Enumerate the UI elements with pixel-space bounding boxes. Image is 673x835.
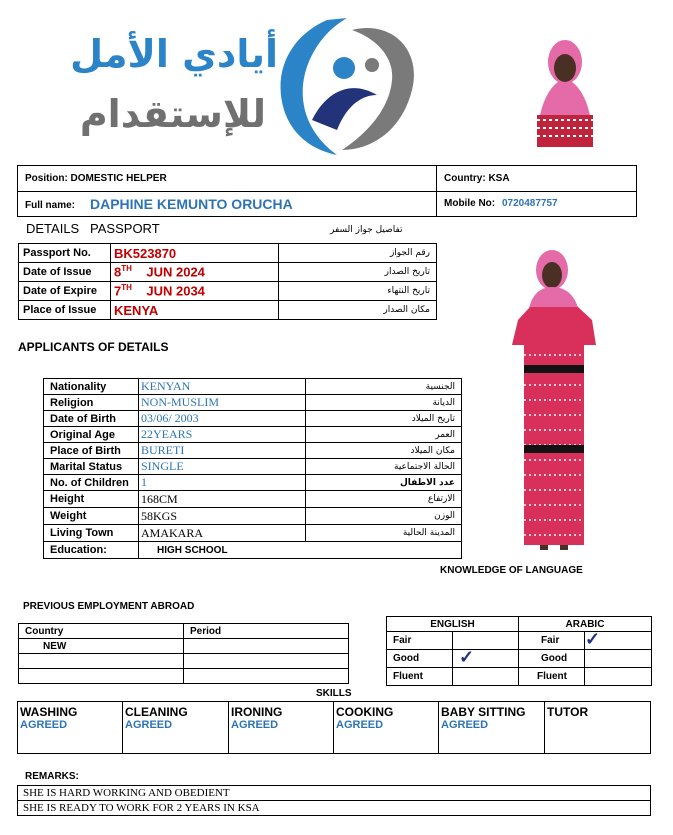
english-level-fair: Fair — [387, 632, 453, 650]
children-ar: عدد الاطفال — [306, 475, 462, 491]
full-name-value: DAPHINE KEMUNTO ORUCHA — [90, 196, 293, 212]
dob-label: Date of Birth — [44, 411, 139, 427]
employment-table — [18, 623, 349, 684]
checkmark-icon: ✓ — [585, 629, 601, 649]
skill-name: COOKING — [336, 705, 394, 719]
hands-emblem-icon — [272, 10, 432, 160]
issue-date-label: Date of Issue — [19, 263, 111, 282]
arabic-header: ARABIC — [519, 617, 652, 632]
dob-value: 03/06/ 2003 — [139, 411, 306, 427]
skills-table — [17, 701, 651, 754]
passport-no-ar: رقم الجواز — [279, 244, 437, 263]
living-town-label: Living Town — [44, 525, 139, 542]
skill-status: AGREED — [125, 719, 173, 731]
passport-table — [18, 243, 437, 320]
employment-empty-cell — [184, 654, 349, 669]
place-issue-label: Place of Issue — [19, 301, 111, 320]
logo-arabic-line1: أيادي الأمل — [70, 32, 278, 76]
skill-name: BABY SITTING — [441, 705, 526, 719]
skill-name: WASHING — [20, 705, 78, 719]
company-logo — [14, 10, 444, 160]
skill-baby-sitting — [439, 702, 545, 754]
skill-ironing — [229, 702, 334, 754]
marital-label: Marital Status — [44, 459, 139, 475]
position-field: Position: DOMESTIC HELPER — [25, 173, 167, 184]
expire-date-ar: تاريخ النتهاء — [279, 282, 437, 301]
arabic-level-fair: Fair — [519, 632, 585, 650]
children-value: 1 — [139, 475, 306, 491]
arabic-fluent-check — [585, 668, 652, 686]
employment-country-header: Country — [19, 624, 184, 639]
living-town-ar: المدينة الحالية — [306, 525, 462, 542]
expire-date-label: Date of Expire — [19, 282, 111, 301]
skill-status: AGREED — [231, 719, 279, 731]
living-town-value: AMAKARA — [139, 525, 306, 542]
skill-status: AGREED — [441, 719, 489, 731]
language-table — [386, 616, 652, 686]
expire-date-value: 7TH JUN 2034 — [111, 282, 279, 301]
place-issue-value: KENYA — [111, 301, 279, 320]
employment-empty-cell — [19, 669, 184, 684]
religion-label: Religion — [44, 395, 139, 411]
skill-status: AGREED — [336, 719, 384, 731]
employment-country-cell: NEW — [19, 639, 184, 654]
arabic-level-fluent: Fluent — [519, 668, 585, 686]
education-value: HIGH SCHOOL — [139, 542, 462, 559]
skill-cooking — [334, 702, 439, 754]
age-label: Original Age — [44, 427, 139, 443]
employment-empty-cell — [19, 654, 184, 669]
marital-value: SINGLE — [139, 459, 306, 475]
age-ar: العمر — [306, 427, 462, 443]
nationality-label: Nationality — [44, 379, 139, 395]
skill-status: AGREED — [20, 719, 68, 731]
skill-cleaning — [123, 702, 229, 754]
skill-name: CLEANING — [125, 705, 188, 719]
weight-value: 58KGS — [139, 508, 306, 525]
remarks-title: REMARKS: — [25, 771, 79, 782]
mobile-value: 0720487757 — [502, 198, 558, 209]
arabic-good-check — [585, 650, 652, 668]
weight-ar: الوزن — [306, 508, 462, 525]
english-header: ENGLISH — [387, 617, 519, 632]
skills-section-title: SKILLS — [316, 688, 352, 699]
remarks-table — [17, 785, 651, 816]
skill-tutor — [545, 702, 651, 754]
language-section-title: KNOWLEDGE OF LANGUAGE — [440, 565, 583, 576]
logo-arabic-line2: للإستقدام — [79, 92, 266, 136]
height-label: Height — [44, 491, 139, 508]
issue-date-ar: تاريخ الصدار — [279, 263, 437, 282]
english-level-fluent: Fluent — [387, 668, 453, 686]
english-good-check — [453, 647, 519, 668]
arabic-level-good: Good — [519, 650, 585, 668]
applicant-section-title: APPLICANTS OF DETAILS — [18, 340, 169, 354]
passport-no-value: BK523870 — [111, 244, 279, 263]
education-label: Education: — [44, 542, 139, 559]
arabic-fair-check — [585, 629, 652, 650]
passport-no-label: Passport No. — [19, 244, 111, 263]
place-issue-ar: مكان الصدار — [279, 301, 437, 320]
skill-washing — [18, 702, 123, 754]
passport-title: DETAILS PASSPORT — [26, 221, 160, 236]
age-value: 22YEARS — [139, 427, 306, 443]
full-body-photo — [500, 245, 610, 550]
height-ar: الارتفاع — [306, 491, 462, 508]
checkmark-icon: ✓ — [459, 647, 475, 667]
birthplace-value: BURETI — [139, 443, 306, 459]
applicant-table — [43, 378, 462, 559]
religion-ar: الديانة — [306, 395, 462, 411]
children-label: No. of Children — [44, 475, 139, 491]
english-level-good: Good — [387, 650, 453, 668]
weight-label: Weight — [44, 508, 139, 525]
marital-ar: الحالة الاجتماعية — [306, 459, 462, 475]
nationality-value: KENYAN — [139, 379, 306, 395]
employment-period-header: Period — [184, 624, 349, 639]
skill-name: IRONING — [231, 705, 283, 719]
height-value: 168CM — [139, 491, 306, 508]
issue-date-value: 8TH JUN 2024 — [111, 263, 279, 282]
skill-name: TUTOR — [547, 705, 589, 719]
religion-value: NON-MUSLIM — [139, 395, 306, 411]
dob-ar: تاريخ الميلاد — [306, 411, 462, 427]
employment-section-title: PREVIOUS EMPLOYMENT ABROAD — [23, 601, 195, 612]
english-fluent-check — [453, 668, 519, 686]
country-field: Country: KSA — [444, 173, 510, 184]
remark-line: SHE IS HARD WORKING AND OBEDIENT — [18, 786, 651, 801]
nationality-ar: الجنسية — [306, 379, 462, 395]
mobile-label: Mobile No: — [444, 198, 496, 209]
birthplace-label: Place of Birth — [44, 443, 139, 459]
remark-line: SHE IS READY TO WORK FOR 2 YEARS IN KSA — [18, 801, 651, 816]
birthplace-ar: مكان الميلاد — [306, 443, 462, 459]
full-name-label: Full name: — [25, 200, 76, 211]
passport-title-ar: تفاصيل جواز السفر — [330, 225, 403, 235]
headshot-photo — [517, 30, 613, 147]
employment-empty-cell — [184, 669, 349, 684]
employment-period-cell — [184, 639, 349, 654]
